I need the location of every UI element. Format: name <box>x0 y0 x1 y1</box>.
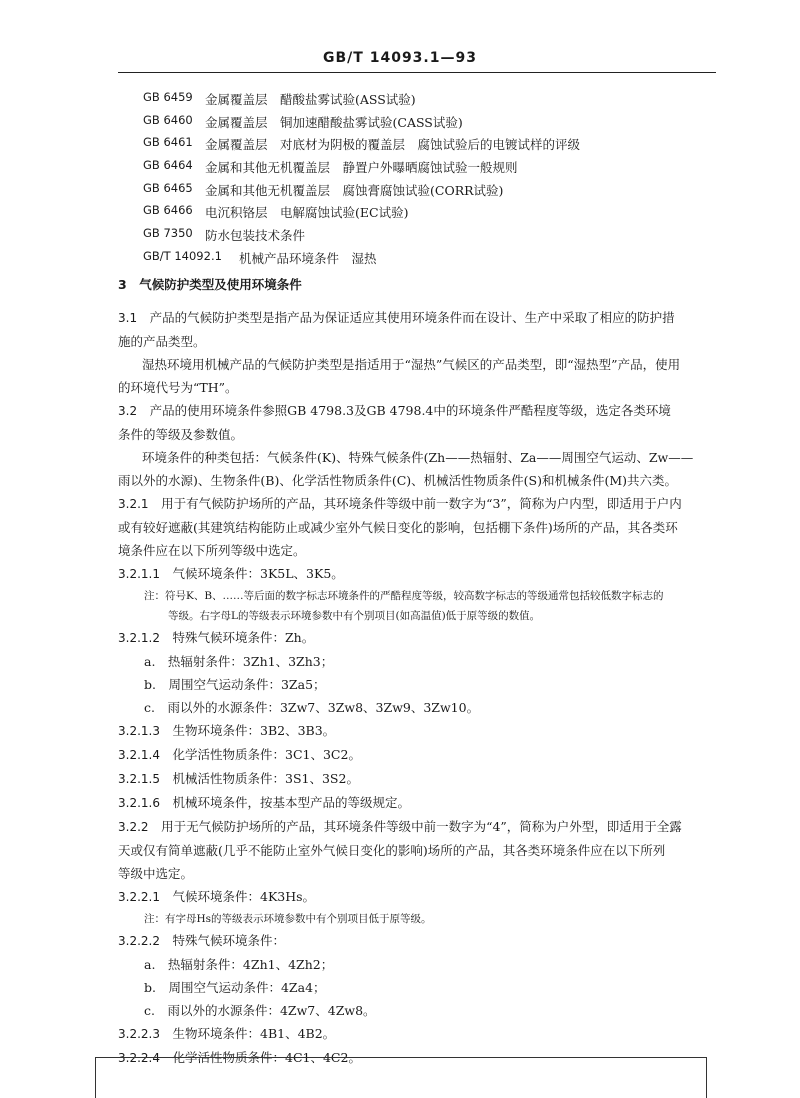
clause-3-2-1-5: 3.2.1.5 机械活性物质条件：3S1、3S2。 <box>118 771 359 786</box>
footer-frame <box>95 1057 707 1098</box>
reference-item: GB 6461 金属覆盖层 对底材为阴极的覆盖层 腐蚀试验后的电镀试样的评级 <box>143 135 581 153</box>
clause-3-2-1: 3.2.1 用于有气候防护场所的产品，其环境条件等级中前一数字为“3”，简称为户内型，即适用于户内 <box>118 496 682 511</box>
clause-3-2-para2: 环境条件的种类包括：气候条件(K)、特殊气候条件(Zh——热辐射、Za——周围空气运动、Zw—— <box>142 450 694 465</box>
clause-3-2-1-cont2: 境条件应在以下所列等级中选定。 <box>118 543 306 558</box>
clause-3-2-2: 3.2.2 用于无气候防护场所的产品，其环境条件等级中前一数字为“4”，简称为户外型，即适用于全露 <box>118 819 682 834</box>
section-heading: 3 气候防护类型及使用环境条件 <box>118 277 302 292</box>
list-item: a. 热辐射条件：4Zh1、4Zh2； <box>144 957 334 972</box>
note-1-cont: 等级。右字母L的等级表示环境参数中有个别项目(如高温值)低于原等级的数值。 <box>168 610 541 622</box>
reference-item: GB 6464 金属和其他无机覆盖层 静置户外曝晒腐蚀试验一般规则 <box>143 158 518 176</box>
clause-3-2-1-2: 3.2.1.2 特殊气候环境条件：Zh。 <box>118 630 315 645</box>
list-item: b. 周围空气运动条件：4Za4； <box>144 980 326 995</box>
clause-3-2-2-cont2: 等级中选定。 <box>118 866 194 881</box>
clause-3-1-para2-cont: 的环境代号为“TH”。 <box>118 380 238 395</box>
note-1: 注：符号K、B、……等后面的数字标志环境条件的严酷程度等级，较高数字标志的等级通常包括较低数字标志的 <box>144 590 664 602</box>
clause-3-2-cont: 条件的等级及参数值。 <box>118 427 244 442</box>
clause-3-2-2-1: 3.2.2.1 气候环境条件：4K3Hs。 <box>118 889 316 904</box>
reference-list <box>143 90 580 272</box>
clause-3-2: 3.2 产品的使用环境条件参照GB 4798.3及GB 4798.4中的环境条件严酷程度等级，选定各类环境 <box>118 403 671 418</box>
reference-item: GB/T 14092.1 机械产品环境条件 湿热 <box>143 248 377 266</box>
list-item: c. 雨以外的水源条件：3Zw7、3Zw8、3Zw9、3Zw10。 <box>144 700 480 715</box>
clause-3-2-2-cont: 天或仅有简单遮蔽(几乎不能防止室外气候日变化的影响)场所的产品，其各类环境条件应在以下所列 <box>118 843 666 858</box>
list-item: b. 周围空气运动条件：3Za5； <box>144 677 326 692</box>
clause-3-1-para2: 湿热环境用机械产品的气候防护类型是指适用于“湿热”气候区的产品类型，即“湿热型”产品，使用 <box>142 357 681 372</box>
page-header: GB/T 14093.1—93 <box>323 50 477 66</box>
clause-3-1-cont: 施的产品类型。 <box>118 334 206 349</box>
clause-3-2-1-3: 3.2.1.3 生物环境条件：3B2、3B3。 <box>118 723 336 738</box>
note-2: 注：有字母Hs的等级表示环境参数中有个别项目低于原等级。 <box>144 913 432 925</box>
clause-3-2-2-2: 3.2.2.2 特殊气候环境条件： <box>118 933 286 948</box>
header-rule <box>118 72 716 73</box>
reference-item: GB 6466 电沉积铬层 电解腐蚀试验(EC试验) <box>143 203 409 221</box>
clause-3-2-1-4: 3.2.1.4 化学活性物质条件：3C1、3C2。 <box>118 747 361 762</box>
clause-3-2-2-3: 3.2.2.3 生物环境条件：4B1、4B2。 <box>118 1026 336 1041</box>
clause-3-2-1-6: 3.2.1.6 机械环境条件，按基本型产品的等级规定。 <box>118 795 411 810</box>
clause-3-2-para2-cont: 雨以外的水源)、生物条件(B)、化学活性物质条件(C)、机械活性物质条件(S)和机械条件(M)共六类。 <box>118 473 678 488</box>
clause-3-1: 3.1 产品的气候防护类型是指产品为保证适应其使用环境条件而在设计、生产中采取了相应的防护措 <box>118 310 675 325</box>
clause-3-2-1-1: 3.2.1.1 气候环境条件：3K5L、3K5。 <box>118 566 344 581</box>
list-item: c. 雨以外的水源条件：4Zw7、4Zw8。 <box>144 1003 376 1018</box>
list-item: a. 热辐射条件：3Zh1、3Zh3； <box>144 654 334 669</box>
reference-item: GB 6460 金属覆盖层 铜加速醋酸盐雾试验(CASS试验) <box>143 112 463 130</box>
clause-3-2-1-cont: 或有较好遮蔽(其建筑结构能防止或减少室外气候日变化的影响，包括棚下条件)场所的产品，其各类环 <box>118 520 678 535</box>
reference-item: GB 6459 金属覆盖层 醋酸盐雾试验(ASS试验) <box>143 90 416 107</box>
reference-item: GB 6465 金属和其他无机覆盖层 腐蚀膏腐蚀试验(CORR试验) <box>143 180 504 198</box>
clause-3-2-2-4: 3.2.2.4 化学活性物质条件：4C1、4C2。 <box>118 1050 361 1065</box>
reference-item: GB 7350 防水包装技术条件 <box>143 226 306 244</box>
section-3-body <box>118 270 716 1070</box>
